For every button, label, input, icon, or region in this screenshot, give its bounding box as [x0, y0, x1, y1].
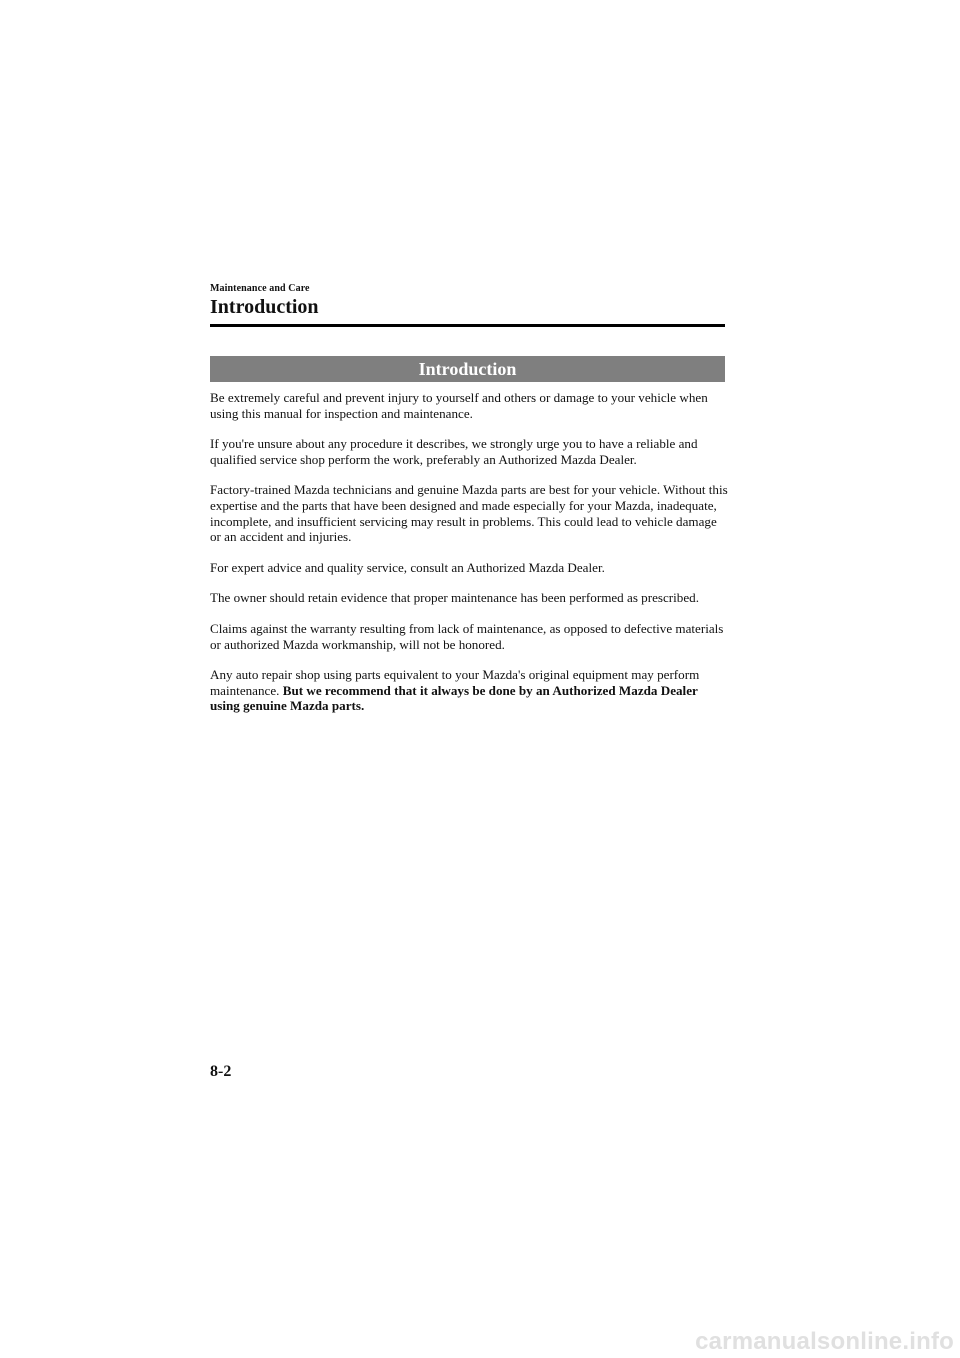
- section-heading: Introduction: [418, 359, 517, 379]
- paragraph-7-emphasis: But we recommend that it always be done by an Authorized Mazda Dealer using genuine Mazda parts.: [210, 682, 698, 714]
- paragraph-5: The owner should retain evidence that proper maintenance has been performed as prescribed.: [210, 590, 699, 606]
- paragraph-1: Be extremely careful and prevent injury to yourself and others or damage to your vehicle when using this manual for inspection and maintenance.: [210, 390, 708, 421]
- paragraph-4: For expert advice and quality service, consult an Authorized Mazda Dealer.: [210, 559, 605, 575]
- paragraph-6: Claims against the warranty resulting from lack of maintenance, as opposed to defective materials or authorized Mazda workmanship, will not be honored.: [210, 620, 724, 652]
- section-heading-bar: [210, 356, 725, 382]
- chapter-title: Introduction: [210, 296, 319, 318]
- paragraph-3: Factory-trained Mazda technicians and genuine Mazda parts are best for your vehicle. Without this expertise and the parts that have been designed and made especially for your Mazda, inadequate, incomplete, and insufficient servicing may result in problems. This could lead to vehicle damage or an accident and injuries.: [210, 482, 728, 545]
- body-text: [210, 390, 730, 729]
- paragraph-2: If you're unsure about any procedure it describes, we strongly urge you to have a reliable and qualified service shop perform the work, preferably an Authorized Mazda Dealer.: [210, 436, 698, 467]
- paragraph-7: [210, 667, 730, 714]
- page-number: 8-2: [210, 1063, 232, 1080]
- watermark: carmanualsonline.info: [695, 1328, 954, 1355]
- paragraph-7-text: Any auto repair shop using parts equivalent to your Mazda's original equipment may perform maintenance.: [210, 667, 700, 698]
- title-divider: [210, 324, 725, 327]
- section-label: Maintenance and Care: [210, 283, 310, 294]
